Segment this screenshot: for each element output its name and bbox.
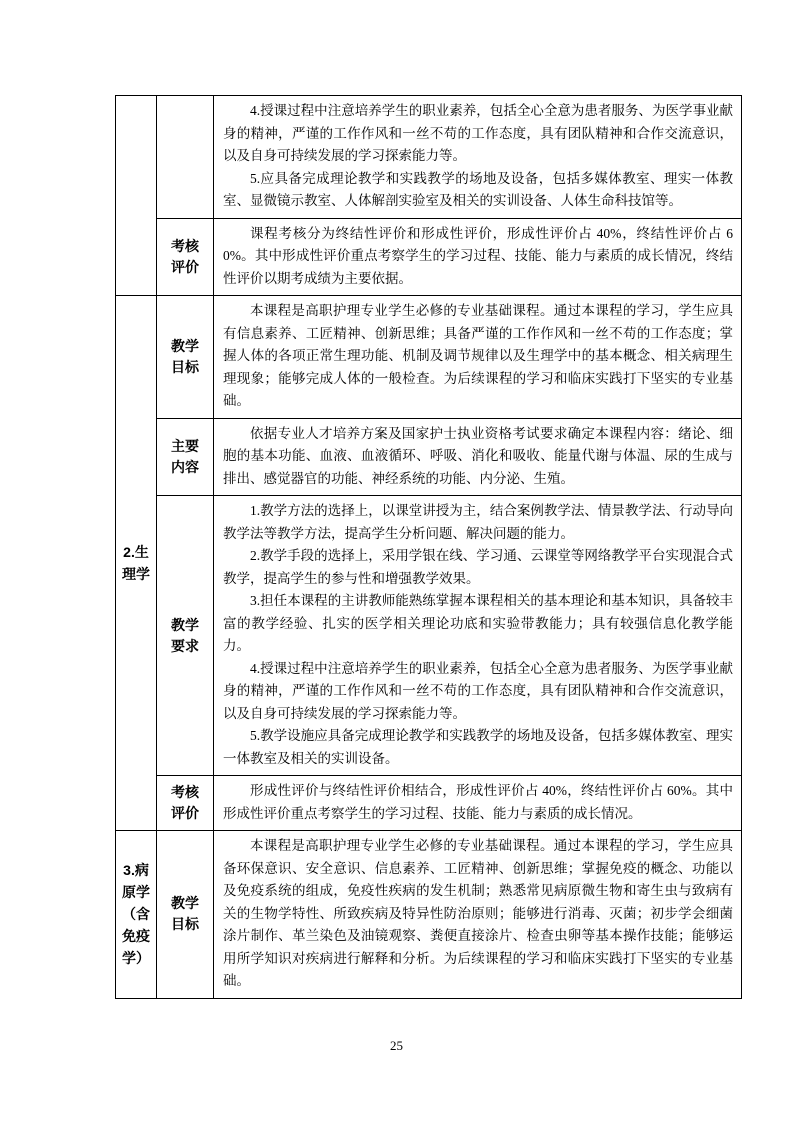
table-row [116, 496, 742, 776]
paragraph: 课程考核分为终结性评价和形成性评价，形成性评价占 40%，终结性评价占 60%。其中形成性评价重点考察学生的学习过程、技能、能力与素质的成长情况，终结性评价以期考成绩为主要依据。 [223, 225, 733, 286]
paragraph: 4.授课过程中注意培养学生的职业素养，包括全心全意为患者服务、为医学事业献身的精神，严谨的工作作风和一丝不苟的工作态度，具有团队精神和合作交流意识，以及自身可持续发展的学习探索能力等。 [223, 660, 733, 721]
table-row [116, 218, 742, 296]
paragraph: 形成性评价与终结性评价相结合，形成性评价占 40%，终结性评价占 60%。其中形成性评价重点考察学生的学习过程、技能、能力与素质的成长情况。 [223, 783, 733, 821]
paragraph: 2.教学手段的选择上，采用学银在线、学习通、云课堂等网络教学平台实现混合式教学，提高学生的参与性和增强教学效果。 [223, 548, 733, 586]
content-cell [214, 831, 742, 999]
paragraph: 本课程是高职护理专业学生必修的专业基础课程。通过本课程的学习，学生应具有信息素养、工匠精神、创新思维；具备严谨的工作作风和一丝不苟的工作态度；掌握人体的各项正常生理功能、机制及调节规律以及生理学中的基本概念、相关病理生理现象；能够完成人体的一般检查。为后续课程的学习和临床实践打下坚实的专业基础。 [223, 303, 733, 408]
table-row [116, 831, 742, 999]
category-cell-assessment: 考核评价 [157, 776, 214, 831]
paragraph: 5.应具备完成理论教学和实践教学的场地及设备，包括多媒体教室、理实一体教室、显微镜示教室、人体解剖实验室及相关的实训设备、人体生命科技馆等。 [223, 170, 733, 208]
table-row [116, 776, 742, 831]
course-syllabus-table [115, 95, 742, 999]
content-cell [214, 496, 742, 776]
course-cell-continuation [116, 96, 157, 296]
page-number: 25 [390, 1038, 403, 1053]
content-cell [214, 776, 742, 831]
category-cell-requirements: 教学要求 [157, 496, 214, 776]
table-row [116, 96, 742, 219]
paragraph: 5.教学设施应具备完成理论教学和实践教学的场地及设备，包括多媒体教室、理实一体教室及相关的实训设备。 [223, 728, 733, 766]
content-cell [214, 296, 742, 419]
category-cell-objectives: 教学目标 [157, 296, 214, 419]
course-cell-pathogen: 3.病原学（含免疫学） [116, 831, 157, 999]
paragraph: 1.教学方法的选择上，以课堂讲授为主，结合案例教学法、情景教学法、行动导向教学法等教学方法，提高学生分析问题、解决问题的能力。 [223, 503, 733, 541]
table-row [116, 418, 742, 496]
course-cell-physiology: 2.生理学 [116, 296, 157, 831]
content-cell [214, 218, 742, 296]
category-cell-main-content: 主要内容 [157, 418, 214, 496]
content-cell [214, 418, 742, 496]
paragraph: 3.担任本课程的主讲教师能熟练掌握本课程相关的基本理论和基本知识，具备较丰富的教学经验、扎实的医学相关理论功底和实验带教能力；具有较强信息化教学能力。 [223, 593, 733, 653]
category-cell-assessment: 考核评价 [157, 218, 214, 296]
category-cell-empty [157, 96, 214, 219]
content-cell [214, 96, 742, 219]
table-row [116, 296, 742, 419]
paragraph: 本课程是高职护理专业学生必修的专业基础课程。通过本课程的学习，学生应具备环保意识、安全意识、信息素养、工匠精神、创新思维；掌握免疫的概念、功能以及免疫系统的组成，免疫性疾病的发生机制；熟悉常见病原微生物和寄生虫与致病有关的生物学特性、所致疾病及特异性防治原则；能够进行消毒、灭菌；初步学会细菌涂片制作、革兰染色及油镜观察、粪便直接涂片、检查虫卵等基本操作技能；能够运用所学知识对疾病进行解释和分析。为后续课程的学习和临床实践打下坚实的专业基础。 [223, 838, 733, 988]
paragraph: 4.授课过程中注意培养学生的职业素养，包括全心全意为患者服务、为医学事业献身的精神，严谨的工作作风和一丝不苟的工作态度，具有团队精神和合作交流意识，以及自身可持续发展的学习探索能力等。 [223, 103, 733, 163]
paragraph: 依据专业人才培养方案及国家护士执业资格考试要求确定本课程内容：绪论、细胞的基本功能、血液、血液循环、呼吸、消化和吸收、能量代谢与体温、尿的生成与排出、感觉器官的功能、神经系统的功能、内分泌、生殖。 [223, 425, 733, 486]
category-cell-objectives: 教学目标 [157, 831, 214, 999]
